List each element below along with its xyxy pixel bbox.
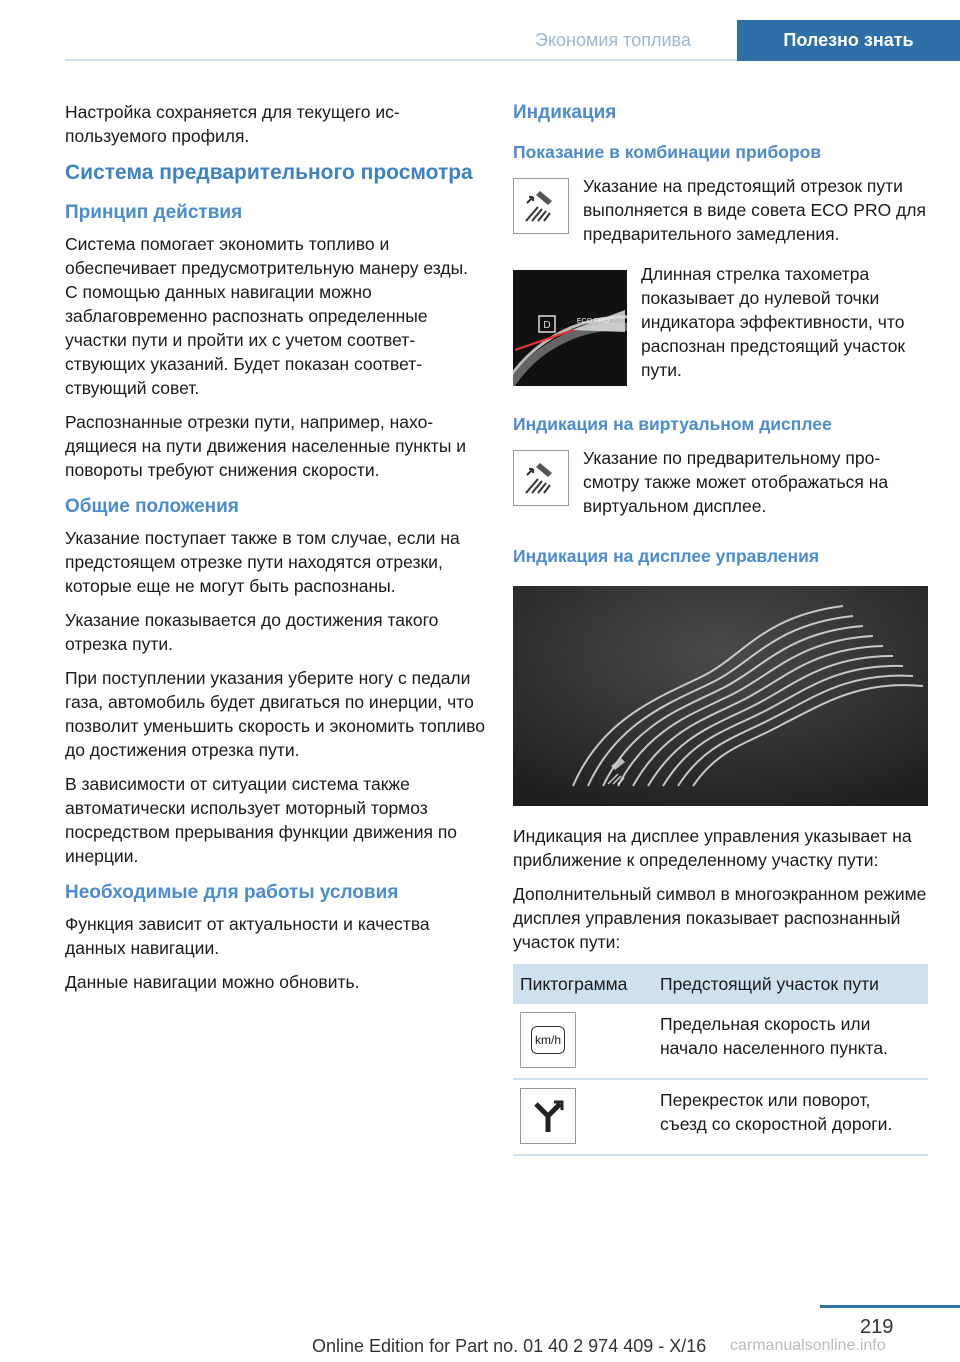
foot-pedal-icon-graphic — [518, 455, 564, 501]
section-title: Система предварительного просмотра — [65, 161, 473, 184]
page-number: 219 — [860, 1316, 894, 1338]
foot-pedal-icon-graphic — [518, 183, 564, 229]
table-cell-icon — [513, 1004, 653, 1079]
gauge-row — [513, 262, 928, 386]
heading-general: Общие положения — [65, 496, 239, 517]
general-text-3: При поступлении указания уберите ногу с педали газа, автомобиль будет двигаться по инерции, что позволит уменьшить скорость и экономить топливо до достижения отрезка пути. — [65, 668, 485, 760]
watermark: carmanualsonline.info — [730, 1337, 886, 1354]
edition-footer: Online Edition for Part no. 01 40 2 974 409 - X/16 — [312, 1336, 707, 1356]
display-title: Индикация — [513, 102, 617, 123]
gauge-hint-text: Длинная стрелка тахометра показывает до нулевой точки индикатора эффективности, что распознан предстоящий участок пути. — [641, 264, 906, 380]
table-row — [513, 1004, 928, 1079]
gauge-eco-pro-label: ECO PRO — [576, 318, 610, 325]
general-text-2: Указание показывается до достижения такого отрезка пути. — [65, 610, 439, 654]
junction-icon — [520, 1088, 576, 1144]
speed-limit-icon-label: km/h — [531, 1026, 565, 1054]
table-header-row — [513, 964, 928, 1004]
control-display-image — [513, 586, 928, 806]
principle-text-1: Система помогает экономить топливо и обеспечивает предусмотрительную манеру езды. С помощью данных навигации можно заблаговременно распознать определенные участки пути и пройти их с учетом соответствующих указаний. Будет показан соответствующий совет. — [65, 234, 469, 398]
right-column — [513, 100, 928, 1156]
table-header-route: Предстоящий участок пути — [653, 964, 928, 1004]
principle-text-2: Распознанные отрезки пути, например, находящиеся на пути движения населенные пункты и повороты требуют снижения скорости. — [65, 412, 467, 480]
header-active-tab[interactable]: Полезно знать — [737, 20, 960, 61]
requirements-text-1: Функция зависит от актуальности и качества данных навигации. — [65, 914, 430, 958]
heading-requirements: Необходимые для работы условия — [65, 882, 399, 903]
control-display-text-1: Индикация на дисплее управления указывает на приближение к определенному участку пути: — [513, 826, 912, 870]
table-header-pictogram: Пиктограмма — [513, 964, 653, 1004]
heading-instrument-cluster: Показание в комбинации приборов — [513, 142, 822, 162]
general-text-4: В зависимости от ситуации система также автоматически использует моторный тормоз посредством прерывания функции движения по инерции. — [65, 774, 458, 866]
table-cell-text: Предельная скорость или начало населенного пункта. — [653, 1004, 928, 1079]
general-text-1: Указание поступает также в том случае, если на предстоящем отрезке пути находятся отрезки, которые еще не могут быть распознаны. — [65, 528, 460, 596]
intro-text: Настройка сохраняется для текущего используемого профиля. — [65, 102, 400, 146]
header-section-tab[interactable]: Экономия топлива — [535, 30, 691, 50]
header-rule — [65, 59, 737, 61]
cluster-hint-text: Указание на предстоящий отрезок пути выполняется в виде совета ECO PRO для предварительного замедления. — [583, 176, 926, 244]
left-column — [65, 100, 485, 1004]
virtual-hint-row — [513, 446, 928, 518]
table-row — [513, 1079, 928, 1155]
tachometer-gauge-image — [513, 270, 627, 386]
page-number-rule — [820, 1305, 960, 1308]
junction-icon-graphic — [528, 1096, 568, 1136]
control-display-text-2: Дополнительный символ в многоэкранном режиме дисплея управления показывает распознанный участок пути: — [513, 884, 927, 952]
heading-principle: Принцип действия — [65, 202, 243, 223]
virtual-hint-text: Указание по предварительному просмотру также может отображаться на виртуальном дисплее. — [583, 448, 889, 516]
table-cell-icon — [513, 1079, 653, 1155]
foot-off-pedal-icon — [513, 178, 569, 234]
heading-control-display: Индикация на дисплее управления — [513, 546, 820, 566]
foot-off-pedal-icon — [513, 450, 569, 506]
cluster-hint-row — [513, 174, 928, 246]
table-cell-text: Перекресток или поворот, съезд со скоростной дороги. — [653, 1079, 928, 1155]
pictogram-table — [513, 964, 928, 1156]
requirements-text-2: Данные навигации можно обновить. — [65, 972, 360, 992]
gauge-gear-label: D — [543, 320, 551, 331]
heading-virtual-display: Индикация на виртуальном дисплее — [513, 414, 832, 434]
speed-limit-icon — [520, 1012, 576, 1068]
